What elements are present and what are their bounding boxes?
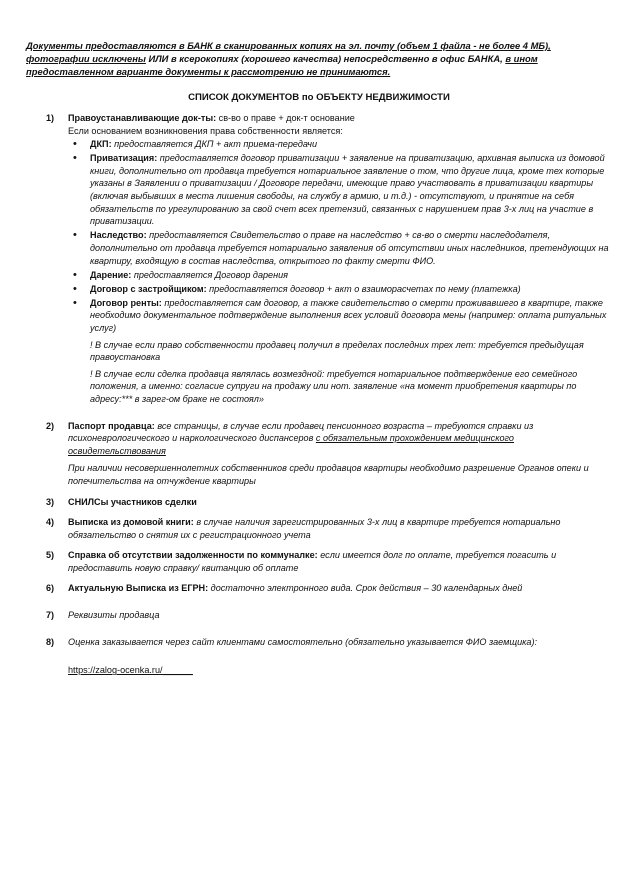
list-item-4 [26,516,612,541]
basis-text: предоставляется Договор дарения [131,269,289,280]
item-number: 6) [46,583,55,594]
intro-paragraph [26,40,612,78]
item-5-heading: Справка об отсутствии задолженности по коммуналке: [68,550,318,561]
item-6-heading: Актуальную Выписка из ЕГРН: [68,583,209,594]
list-item-2 [26,420,612,488]
item-2-medical: с обязательным прохождением медицинского освидетельствования [68,433,514,456]
appraisal-link-line [68,664,612,677]
link-underline-tail: ______ [162,665,193,676]
item-number: 4) [46,517,55,528]
item-1-head-line [68,112,612,125]
basis-item-rent [68,297,612,335]
note-paid-deal: ! В случае если сделка продавца являлась возмездной: требуется нотариальное подтверждение его семейного положения, а именно: согласие супруги на продажу или нот. заявление «на момент приобретения квартиры по адресу:*** в зарег-ом браке не состоял» [90,368,578,404]
item-7-text: Реквизиты продавца [68,610,160,621]
item-6-body: достаточно электронного вида. Срок действия – 30 календарных дней [208,583,523,594]
intro-no-photos: фотографии исключены [26,52,146,64]
basis-label: Наследство: [90,230,147,241]
item-4-body: в случае наличия зарегистрированных 3-х лиц в квартире требуется нотариально обязательство о снятия их с регистрационного учета [68,517,561,540]
item-2-heading: Паспорт продавца: [68,420,155,431]
list-item-1 [26,112,612,406]
item-1-heading: Правоустанавливающие док-ты: [68,112,217,123]
basis-label: ДКП: [90,139,112,150]
list-item-5 [26,549,612,574]
item-2-body: все страницы, в случае если продавец пенсионного возраста – требуются справки из психоневрологического и наркологического диспансеров [68,420,534,444]
item-5-body: если имеется долг по оплате, требуется погасить и предоставить новую справку/ квитанцию об оплате [68,550,557,573]
basis-item-gift [68,269,612,282]
item-1-basis-line: Если основанием возникновения права собственности является: [68,125,343,136]
item-2-text [68,420,612,458]
basis-label: Приватизация: [90,153,158,164]
basis-item-privatization [68,152,612,228]
intro-text-3: ИЛИ в ксерокопиях (хорошего качества) непосредственно в офис БАНКА, [145,52,506,64]
basis-label: Договор ренты: [90,297,162,308]
list-item-6 [26,582,612,595]
intro-warning: в ином предоставленном варианте документы к рассмотрению не принимаются. [26,52,538,77]
documents-list [26,112,612,677]
list-item-7 [26,609,612,622]
item-number: 3) [46,496,55,507]
list-item-8 [26,636,612,677]
appraisal-link[interactable]: https://zalog-ocenka.ru/ [68,665,163,676]
note-three-years: ! В случае если право собственности продавец получил в пределах последних трех лет: требуется предыдущая правоустановка [90,339,584,363]
basis-text: предоставляется договор приватизации + заявление на приватизацию, архивная выписка из домовой книги, дополнительно от продавца требуется нотариальное заявление о том, что другие лица, кроме тех которые указаны в Заявлении о приватизации / Договоре передачи, имеющие право участвовать в приватизации квартиры (включая выбывших в места лишения свободы, на службу в армию, и т.д.) - отсутствуют, и принятие на себя обязательств по урегулированию за свой счет всех претензий, связанных с нарушением прав 3-х лиц на участие в приватизации. [90,153,605,227]
item-1-heading-rest: св-во о праве + док-т основание [216,112,355,123]
intro-text-1: Документы предоставляются в БАНК в сканированных копиях на эл. почту (объем 1 файла - не более 4 МБ), [26,40,551,51]
item-number: 8) [46,636,55,647]
document-title: СПИСОК ДОКУМЕНТОВ по ОБЪЕКТУ НЕДВИЖИМОСТИ [188,92,450,104]
item-8-text: Оценка заказывается через сайт клиентами самостоятельно (обязательно указывается ФИО заемщика): [68,636,538,647]
basis-text: предоставляется Свидетельство о праве на наследство + св-во о смерти наследодателя, дополнительно от продавца требуется нотариально заявления об отсутствии иных наследников, претендующих на квартиру, входящую в состав наследства, открытого по факту смерти ФИО. [90,230,609,266]
item-number: 1) [46,112,55,123]
basis-item-dkp [68,138,612,151]
basis-item-developer [68,283,612,296]
item-3-heading: СНИЛСы участников сделки [68,496,197,507]
item-number: 5) [46,550,55,561]
item-number: 7) [46,610,55,621]
list-item-3 [26,496,612,509]
item-2-minors-note: При наличии несовершеннолетних собственников среди продавцов квартиры необходимо разрешение Органов опеки и попечительства на отчуждение квартиры [68,463,589,486]
basis-text: предоставляется сам договор, а также свидетельство о смерти проживавшего в квартире, также необходимо документальное подтверждение выполнения всех условий договора мены (например: оплата ритуальных услуг) [90,297,607,333]
basis-list [68,138,612,334]
item-4-heading: Выписка из домовой книги: [68,517,194,528]
basis-text: предоставляется ДКП + акт приема-передачи [111,139,318,150]
basis-label: Договор с застройщиком: [90,283,207,294]
basis-text: предоставляется договор + акт о взаиморасчетах по нему (платежка) [206,283,521,294]
basis-label: Дарение: [90,269,132,280]
basis-item-inheritance [68,229,612,267]
item-number: 2) [46,420,55,431]
